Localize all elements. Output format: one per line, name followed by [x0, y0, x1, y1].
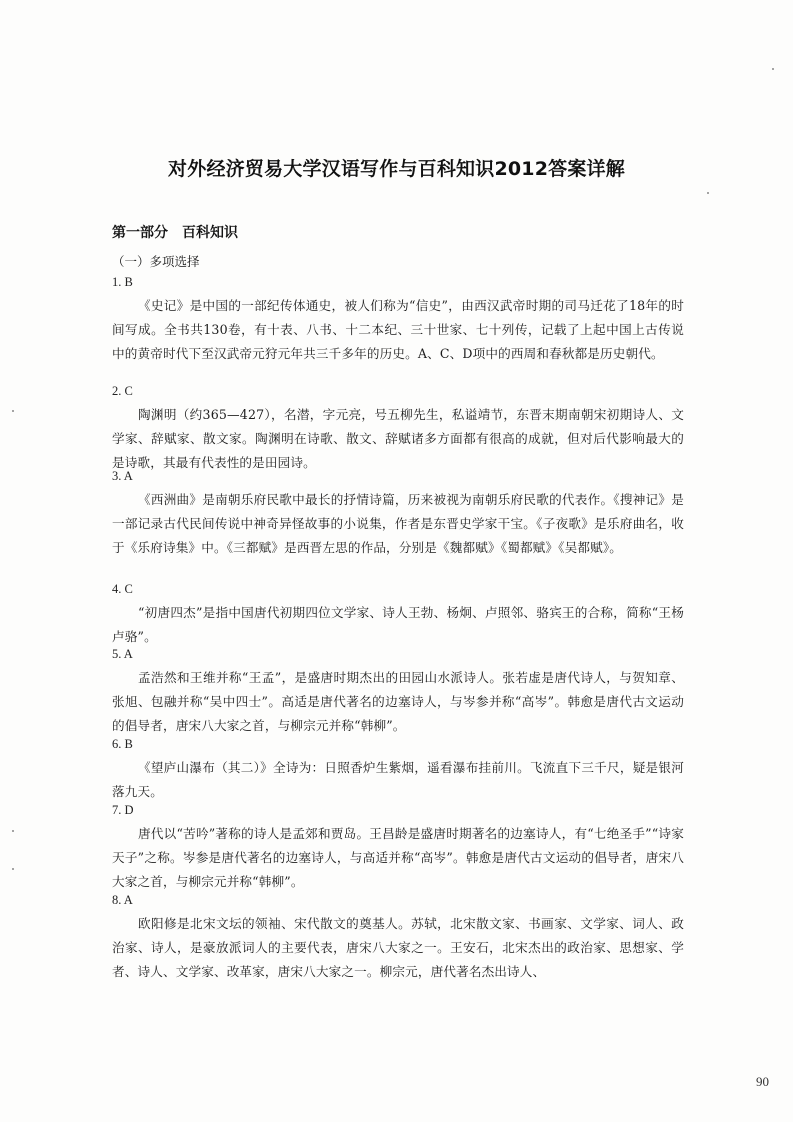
scan-speck	[12, 830, 14, 832]
answer-label: 1. B	[112, 275, 133, 289]
answer-explanation: 欧阳修是北宋文坛的领袖、宋代散文的奠基人。苏轼，北宋散文家、书画家、文学家、词人、政治家、诗人，是豪放派词人的主要代表，唐宋八大家之一。王安石，北宋杰出的政治家、思想家、学者、诗人、文学家、改革家，唐宋八大家之一。柳宗元，唐代著名杰出诗人、	[112, 916, 684, 979]
answer-explanation: 《史记》是中国的一部纪传体通史，被人们称为“信史”，由西汉武帝时期的司马迁花了18年的时间写成。全书共130卷，有十表、八书、十二本纪、三十世家、七十列传，记载了上起中国上古传说中的黄帝时代下至汉武帝元狩元年共三千多年的历史。A、C、D项中的西周和春秋都是历史朝代。	[112, 298, 684, 361]
scan-speck	[707, 192, 709, 194]
answer-explanation: 孟浩然和王维并称“王孟”，是盛唐时期杰出的田园山水派诗人。张若虚是唐代诗人，与贺知章、张旭、包融并称“吴中四士”。高适是唐代著名的边塞诗人，与岑参并称“高岑”。韩愈是唐代古文运动的倡导者，唐宋八大家之首，与柳宗元并称“韩柳”。	[112, 670, 684, 733]
answer-label: 3. A	[112, 469, 133, 483]
sub-heading: （一）多项选择	[112, 254, 200, 269]
answer-label: 8. A	[112, 893, 133, 907]
answer-explanation: 唐代以“苦吟”著称的诗人是孟郊和贾岛。王昌龄是盛唐时期著名的边塞诗人，有“七绝圣手”“诗家天子”之称。岑参是唐代著名的边塞诗人，与高适并称“高岑”。韩愈是唐代古文运动的倡导者，唐宋八大家之首，与柳宗元并称“韩柳”。	[112, 826, 684, 889]
answer-label: 5. A	[112, 647, 133, 661]
answer-explanation: 《西洲曲》是南朝乐府民歌中最长的抒情诗篇，历来被视为南朝乐府民歌的代表作。《搜神记》是一部记录古代民间传说中神奇异怪故事的小说集，作者是东晋史学家干宝。《子夜歌》是乐府曲名，收于《乐府诗集》中。《三都赋》是西晋左思的作品，分别是《魏都赋》《蜀都赋》《吴都赋》。	[112, 492, 684, 555]
scan-speck	[12, 410, 14, 412]
page-title: 对外经济贸易大学汉语写作与百科知识2012答案详解	[168, 158, 625, 180]
answer-label: 6. B	[112, 737, 133, 751]
answer-label: 7. D	[112, 803, 134, 817]
part-heading: 第一部分 百科知识	[112, 225, 238, 241]
answer-explanation: “初唐四杰”是指中国唐代初期四位文学家、诗人王勃、杨炯、卢照邻、骆宾王的合称，简称“王杨卢骆”。	[112, 605, 684, 644]
page-number: 90	[756, 1074, 769, 1089]
answer-explanation: 《望庐山瀑布（其二）》全诗为：日照香炉生紫烟，遥看瀑布挂前川。飞流直下三千尺，疑是银河落九天。	[112, 760, 684, 799]
scan-speck	[772, 68, 774, 70]
answer-label: 2. C	[112, 384, 133, 398]
scan-speck	[12, 868, 14, 870]
answer-explanation: 陶渊明（约365—427），名潜，字元亮，号五柳先生，私谥靖节，东晋末期南朝宋初期诗人、文学家、辞赋家、散文家。陶渊明在诗歌、散文、辞赋诸多方面都有很高的成就，但对后代影响最大的是诗歌，其最有代表性的是田园诗。	[112, 407, 684, 470]
answer-label: 4. C	[112, 582, 133, 596]
